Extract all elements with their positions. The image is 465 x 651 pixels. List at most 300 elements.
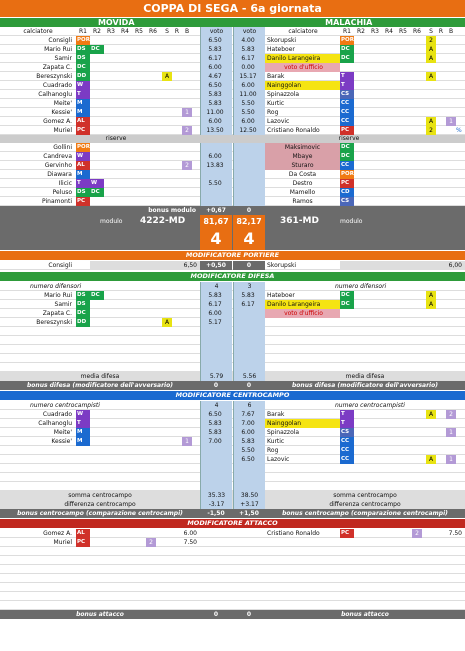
player-vote: 6.17 (233, 54, 265, 63)
away-role-badge: CD (340, 188, 354, 197)
home-role-badge: AL (76, 529, 90, 538)
bonus-attacco-label-r: bonus attacco (341, 611, 389, 618)
player-name: Peluso (52, 189, 72, 196)
player-vote: 6.50 (233, 455, 265, 464)
vote-cell (233, 345, 265, 354)
player-vote: 6.00 (200, 152, 232, 161)
player-name: Mario Rui (44, 292, 72, 299)
modulo-home: 4222-MD (140, 216, 186, 226)
player-vote: 5.50 (233, 446, 265, 455)
centro-row (0, 446, 465, 455)
away-role-badge: CC (340, 99, 354, 108)
team-header (0, 17, 465, 27)
section-difesa: MODIFICATORE DIFESA (0, 272, 465, 281)
section-centrocampo: MODIFICATORE CENTROCAMPO (0, 391, 465, 400)
away-role-badge: CC (340, 117, 354, 126)
empty-row (0, 473, 465, 482)
player-vote (200, 455, 232, 464)
player-vote: 5.50 (233, 99, 265, 108)
bonus-marker: A (162, 318, 172, 327)
home-role-badge: AL (76, 117, 90, 126)
vote-cell (233, 464, 265, 473)
bonus-marker: A (426, 410, 436, 419)
col-role: R5 (135, 28, 143, 35)
home-role-badge: DS (76, 54, 90, 63)
home-role-badge: W (76, 152, 90, 161)
player-vote (200, 170, 232, 179)
bonus-centro-row (0, 509, 465, 518)
home-role-badge: T (76, 90, 90, 99)
diff-label: differenza centrocampo (64, 501, 136, 508)
vote-cell (233, 363, 265, 372)
player-vote: 12.50 (233, 126, 265, 135)
col-role: R2 (357, 28, 365, 35)
home-team-name: MOVIDA (0, 18, 233, 27)
player-vote: 13.83 (200, 161, 232, 170)
col-calciatore: calciatore (288, 28, 318, 35)
starter-row (0, 108, 465, 117)
home-role-badge: DC (76, 309, 90, 318)
vote-cell (200, 354, 232, 363)
bonus-marker: A (426, 45, 436, 54)
empty-row (0, 336, 465, 345)
bonus-count: 2 (146, 538, 156, 547)
player-vote: 6.00 (233, 81, 265, 90)
away-role-badge: PC (340, 179, 354, 188)
player-vote: 5.83 (233, 437, 265, 446)
player-name: Cristiano Ronaldo (267, 530, 320, 537)
centro-row (0, 419, 465, 428)
away-role-badge: DC (340, 54, 354, 63)
empty-row (0, 565, 465, 574)
home-role-badge: W (90, 179, 104, 188)
player-name: Rog (267, 447, 279, 454)
away-role-badge: POR (341, 37, 354, 43)
bench-label-away: riserve (338, 135, 360, 142)
player-vote (200, 188, 232, 197)
home-role-badge: PC (76, 538, 90, 547)
home-role-badge: POR (77, 37, 90, 43)
away-role-badge: CC (340, 161, 354, 170)
away-role-badge: CC (340, 455, 354, 464)
player-vote (233, 188, 265, 197)
away-role-badge: CC (340, 108, 354, 117)
col-voto: voto (233, 27, 265, 36)
player-vote: 5.83 (200, 428, 232, 437)
player-name: Mamello (289, 189, 316, 196)
player-vote: 6.00 (233, 428, 265, 437)
player-name: Nainggolan (265, 81, 340, 90)
player-name: Skorupski (267, 37, 297, 44)
player-name: Destro (292, 180, 313, 187)
bonus-attacco-away: 0 (246, 611, 252, 618)
goalkeeper-name: Consigli (48, 262, 72, 269)
player-vote (233, 170, 265, 179)
player-vote: 6.00 (200, 309, 232, 318)
starter-row (0, 63, 465, 72)
player-name: Spinazzola (267, 429, 300, 436)
goals-row (0, 228, 465, 250)
bench-row (0, 197, 465, 206)
player-vote (200, 446, 232, 455)
starter-row (0, 99, 465, 108)
player-name: Mario Rui (44, 46, 72, 53)
diff-away: +3.17 (233, 500, 265, 509)
player-name: Kurtic (267, 100, 285, 107)
total-away: 82,17 (233, 215, 265, 228)
home-role-badge: M (76, 108, 90, 117)
bonus-modulo-home: +0,67 (206, 207, 226, 214)
col-role: R2 (93, 28, 101, 35)
player-vote: 15.17 (233, 72, 265, 81)
home-role-badge: W (76, 410, 90, 419)
away-role-badge: POR (341, 171, 354, 177)
bonus-count: 2 (182, 126, 192, 135)
player-name: Nainggolan (265, 419, 340, 428)
player-name: Gervinho (44, 162, 72, 169)
player-name: Lazovic (267, 456, 290, 463)
difesa-row (0, 291, 465, 300)
player-vote: 5.50 (233, 108, 265, 117)
centro-row (0, 410, 465, 419)
player-name: Spinazzola (267, 91, 300, 98)
media-away: 5.56 (233, 372, 265, 381)
player-name: Lazovic (267, 118, 290, 125)
player-vote: 6.00 (183, 530, 197, 537)
player-name: Gomez A. (43, 530, 72, 537)
modulo-row (0, 215, 465, 228)
col-r: R (438, 28, 444, 35)
col-role: R6 (149, 28, 157, 35)
bonus-centro-label-r: bonus centrocampo (comparazione centrocampi) (282, 510, 448, 517)
modulo-label-right: modulo (340, 218, 363, 225)
bench-row (0, 143, 465, 152)
bench-row (0, 179, 465, 188)
vote-cell (233, 336, 265, 345)
starter-row (0, 126, 465, 135)
home-role-badge: DD (76, 318, 90, 327)
vote-cell (200, 327, 232, 336)
away-role-badge: CC (340, 446, 354, 455)
home-role-badge: DS (76, 300, 90, 309)
home-role-badge: M (76, 428, 90, 437)
spacer (340, 261, 436, 270)
away-role-badge: CS (340, 90, 354, 99)
bench-row (0, 188, 465, 197)
player-vote: 11.00 (233, 90, 265, 99)
away-role-badge: T (340, 81, 354, 90)
player-name: Ilicic (58, 180, 72, 187)
bonus-modulo-away: 0 (246, 207, 252, 214)
col-b: B (448, 28, 454, 35)
bonus-count: 1 (182, 108, 192, 117)
bonus-difesa-label: bonus difesa (modificatore dell'avversario) (27, 382, 173, 389)
player-vote: 6.17 (200, 300, 232, 309)
home-role-badge: PC (76, 197, 90, 206)
attacco-row (0, 538, 465, 547)
away-role-badge: CC (340, 437, 354, 446)
col-voto: voto (200, 27, 232, 36)
difesa-num-home: 4 (200, 282, 232, 291)
col-role: R1 (343, 28, 351, 35)
player-vote: 5.83 (200, 419, 232, 428)
vote-cell (200, 363, 232, 372)
goalkeeper-vote: 6,00 (436, 261, 465, 270)
player-vote (233, 197, 265, 206)
bench-header (0, 135, 465, 143)
bonus-modulo-row (0, 206, 465, 215)
bonus-count: 2 (412, 529, 422, 538)
difesa-num-away: 3 (233, 282, 265, 291)
player-vote: 7.50 (183, 539, 197, 546)
home-role-badge: DD (76, 72, 90, 81)
player-name: Da Costa (288, 171, 317, 178)
empty-row (0, 482, 465, 491)
away-role-badge: DC (340, 291, 354, 300)
bonus-centro-home: -1,50 (207, 510, 225, 517)
player-name: Meite' (53, 429, 72, 436)
home-role-badge: M (76, 437, 90, 446)
away-role-badge: DC (340, 143, 354, 152)
player-name: Rog (267, 109, 279, 116)
player-name: Cuadrado (42, 82, 72, 89)
player-name: Barak (267, 73, 285, 80)
player-name: Ramos (292, 198, 313, 205)
player-vote: 7.00 (200, 437, 232, 446)
modulo-away: 361-MD (280, 216, 319, 226)
difesa-count-row (0, 282, 465, 291)
goalkeeper-bonus-away: 0 (233, 261, 265, 270)
difesa-row (0, 309, 465, 318)
modulo-label-left: modulo (100, 218, 123, 225)
difesa-row (0, 300, 465, 309)
away-role-badge: PC (340, 126, 354, 135)
home-role-badge: DC (90, 45, 104, 54)
player-name: Diawara (47, 171, 72, 178)
player-vote: 5.83 (233, 291, 265, 300)
home-role-badge: DS (76, 188, 90, 197)
player-name: Zapata C. (42, 64, 72, 71)
home-role-badge: DC (90, 291, 104, 300)
vote-cell (233, 482, 265, 491)
col-role: R3 (371, 28, 379, 35)
bonus-centro-label: bonus centrocampo (comparazione centrocampi) (17, 510, 183, 517)
away-role-badge: T (340, 72, 354, 81)
somma-row (0, 491, 465, 500)
player-vote (233, 318, 265, 327)
bonus-attacco-row (0, 610, 465, 619)
bonus-marker: A (162, 72, 172, 81)
col-calciatore: calciatore (23, 28, 53, 35)
away-team-name: MALACHIA (233, 18, 465, 27)
empty-row (0, 354, 465, 363)
player-vote (200, 143, 232, 152)
player-name: Mbaye (265, 152, 340, 161)
attacco-row (0, 529, 465, 538)
centro-row (0, 455, 465, 464)
column-header-row (0, 27, 465, 36)
player-vote: 6.17 (233, 300, 265, 309)
empty-row (0, 547, 465, 556)
home-role-badge: T (76, 179, 90, 188)
empty-row (0, 345, 465, 354)
home-role-badge: PC (76, 126, 90, 135)
player-vote: 6.50 (200, 81, 232, 90)
player-vote: 6.00 (233, 117, 265, 126)
player-vote: 6.17 (200, 54, 232, 63)
player-name: Samir (54, 301, 72, 308)
goalkeeper-vote: 6,50 (172, 261, 200, 270)
starter-row (0, 54, 465, 63)
home-role-badge: DS (76, 291, 90, 300)
player-vote: 5.17 (200, 318, 232, 327)
col-role: R1 (79, 28, 87, 35)
player-name: Danilo Larangeira (265, 54, 340, 63)
media-label: media difesa (80, 373, 120, 380)
col-s: S (165, 28, 169, 35)
away-role-badge: CS (340, 197, 354, 206)
starter-row (0, 117, 465, 126)
somma-label-r: somma centrocampo (333, 492, 397, 499)
player-vote: 4.67 (200, 72, 232, 81)
player-vote: 6.50 (200, 36, 232, 45)
away-role-badge: DC (340, 300, 354, 309)
vote-cell (200, 336, 232, 345)
empty-row (0, 464, 465, 473)
bonus-count: 1 (182, 437, 192, 446)
somma-home: 35.33 (200, 491, 232, 500)
player-name: Calhanoglu (38, 91, 72, 98)
bonus-marker: 2 (426, 36, 436, 45)
player-name: voto d'ufficio (265, 309, 340, 318)
away-role-badge: CS (340, 428, 354, 437)
empty-row (0, 583, 465, 592)
player-vote (233, 161, 265, 170)
home-role-badge: M (76, 170, 90, 179)
player-vote: 0.00 (233, 63, 265, 72)
away-role-badge: DC (340, 45, 354, 54)
player-name: Consigli (48, 37, 72, 44)
player-name: Zapata C. (42, 310, 72, 317)
bonus-marker: A (426, 300, 436, 309)
home-role-badge: W (76, 81, 90, 90)
goalkeeper-bonus-home: +0,50 (200, 261, 232, 270)
difesa-num-label: numero difensori (30, 283, 82, 290)
player-name: Sturaro (265, 161, 340, 170)
home-role-badge: DC (90, 188, 104, 197)
away-role-badge: T (340, 419, 354, 428)
bench-label-home: riserve (105, 135, 127, 142)
home-role-badge: DS (76, 45, 90, 54)
player-name: Meite' (53, 100, 72, 107)
player-vote: 5.83 (233, 45, 265, 54)
player-name: voto d'ufficio (265, 63, 340, 72)
player-vote: 7.50 (448, 530, 462, 537)
player-vote: 11.00 (200, 108, 232, 117)
vote-cell (233, 327, 265, 336)
player-name: Muriel (53, 539, 72, 546)
empty-row (0, 327, 465, 336)
bonus-centro-away: +1,50 (239, 510, 259, 517)
starter-row (0, 72, 465, 81)
home-role-badge: POR (77, 144, 90, 150)
home-role-badge: AL (76, 161, 90, 170)
player-vote (233, 152, 265, 161)
player-name: Bereszynski (36, 73, 72, 80)
home-role-badge: T (76, 419, 90, 428)
player-name: Cristiano Ronaldo (267, 127, 320, 134)
player-name: Pinamonti (42, 198, 72, 205)
centro-num-label-r: numero centrocampisti (335, 402, 405, 409)
somma-away: 38.50 (233, 491, 265, 500)
starter-row (0, 45, 465, 54)
home-role-badge: DC (76, 63, 90, 72)
empty-row (0, 601, 465, 610)
player-name: Candreva (43, 153, 72, 160)
bonus-marker: A (426, 54, 436, 63)
player-name: Barak (267, 411, 285, 418)
player-name: Samir (54, 55, 72, 62)
goals-away: 4 (233, 228, 265, 250)
media-difesa-row (0, 372, 465, 381)
player-vote: 5.83 (200, 45, 232, 54)
empty-row (0, 363, 465, 372)
player-name: Kessie' (51, 438, 72, 445)
goalkeeper-name: Skorupski (267, 262, 297, 269)
player-vote (233, 143, 265, 152)
centro-num-away: 6 (233, 401, 265, 410)
col-role: R5 (399, 28, 407, 35)
somma-label: somma centrocampo (68, 492, 132, 499)
portiere-row (0, 261, 465, 270)
player-vote: 5.83 (200, 291, 232, 300)
bonus-marker: 2 (426, 126, 436, 135)
player-vote (200, 197, 232, 206)
away-role-badge: DC (340, 152, 354, 161)
player-name: Kessie' (51, 109, 72, 116)
spacer (90, 261, 172, 270)
col-role: R3 (107, 28, 115, 35)
player-name: Hateboer (267, 292, 295, 299)
bonus-count: 1 (446, 117, 456, 126)
col-s: S (429, 28, 433, 35)
bonus-count: 2 (446, 410, 456, 419)
away-role-badge: T (340, 410, 354, 419)
vote-cell (200, 345, 232, 354)
player-name: Muriel (53, 127, 72, 134)
player-name: Danilo Larangeira (265, 300, 340, 309)
percent-marker: % (456, 127, 462, 134)
difesa-num-label-r: numero difensori (335, 283, 387, 290)
player-vote (233, 179, 265, 188)
diff-label-r: differenza centrocampo (329, 501, 401, 508)
bonus-attacco-home: 0 (213, 611, 219, 618)
bench-row (0, 152, 465, 161)
player-vote (233, 309, 265, 318)
col-role: R6 (413, 28, 421, 35)
bench-row (0, 161, 465, 170)
diff-home: -3.17 (200, 500, 232, 509)
player-vote: 4.00 (233, 36, 265, 45)
vote-cell (200, 464, 232, 473)
bonus-count: 2 (182, 161, 192, 170)
col-b: B (184, 28, 190, 35)
page-title: COPPA DI SEGA - 6a giornata (0, 0, 465, 17)
bonus-count: 1 (446, 428, 456, 437)
vote-cell (233, 473, 265, 482)
player-name: Bereszynski (36, 319, 72, 326)
bonus-marker: A (426, 291, 436, 300)
